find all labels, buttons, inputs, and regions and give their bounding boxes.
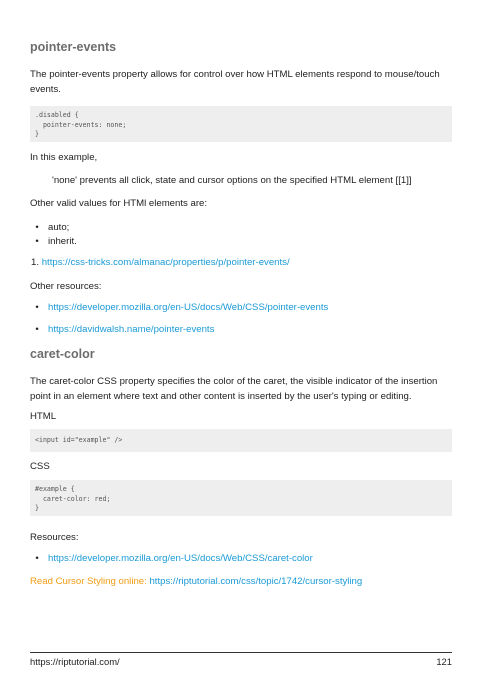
section-heading-pointer-events: pointer-events — [30, 40, 117, 54]
code-line: <input id="example" /> — [35, 436, 123, 444]
list-item — [34, 220, 69, 235]
css-label: CSS — [30, 461, 50, 472]
code-block-disabled — [30, 106, 452, 142]
resources-label: Resources: — [30, 532, 79, 543]
code-line: } — [35, 130, 39, 138]
reference-item — [31, 255, 290, 270]
bullet-icon: • — [35, 302, 39, 313]
section-heading-caret-color: caret-color — [30, 347, 95, 361]
read-online-line — [30, 574, 362, 589]
code-line: #example { — [35, 485, 75, 493]
bullet-icon: • — [35, 324, 39, 335]
footer-site: https://riptutorial.com/ — [30, 656, 120, 667]
list-item — [34, 300, 328, 315]
html-label: HTML — [30, 411, 57, 422]
code-line: .disabled { — [35, 111, 79, 119]
resource-link-davidwalsh[interactable]: https://davidwalsh.name/pointer-events — [48, 324, 215, 335]
list-item-text: auto; — [48, 222, 70, 233]
example-intro: In this example, — [30, 152, 98, 163]
reference-number: 1. — [31, 257, 40, 268]
other-resources-label: Other resources: — [30, 281, 102, 292]
list-item-text: inherit. — [48, 236, 77, 247]
code-line: pointer-events: none; — [35, 120, 127, 129]
bullet-icon: • — [35, 222, 39, 233]
read-online-label: Read Cursor Styling online: — [30, 576, 147, 587]
blockquote: 'none' prevents all click, state and cursor options on the specified HTML element [[1]] — [52, 175, 412, 186]
code-block-html — [30, 429, 452, 452]
code-line: } — [35, 504, 39, 512]
list-item — [34, 234, 77, 249]
resource-link-mdn-pointer-events[interactable]: https://developer.mozilla.org/en-US/docs/Web/CSS/pointer-events — [48, 302, 329, 313]
resource-link-mdn-caret-color[interactable]: https://developer.mozilla.org/en-US/docs/Web/CSS/caret-color — [48, 553, 313, 564]
bullet-icon: • — [35, 236, 39, 247]
page-number: 121 — [436, 656, 452, 667]
pointer-events-intro: The pointer-events property allows for control over how HTML elements respond to mouse/touch events. — [30, 69, 440, 95]
code-line: caret-color: red; — [35, 494, 111, 503]
read-online-link[interactable]: https://riptutorial.com/css/topic/1742/cursor-styling — [149, 576, 363, 587]
code-block-css — [30, 480, 452, 516]
list-item — [34, 551, 313, 566]
list-item — [34, 322, 214, 337]
footer-divider — [30, 652, 452, 653]
bullet-icon: • — [35, 553, 39, 564]
reference-link-css-tricks[interactable]: https://css-tricks.com/almanac/properties/p/pointer-events/ — [41, 257, 290, 268]
valid-values-intro: Other valid values for HTMl elements are: — [30, 198, 208, 209]
caret-color-intro: The caret-color CSS property specifies the color of the caret, the visible indicator of the insertion point in an element where text and other content is inserted by the user's typing or editing. — [30, 376, 438, 402]
